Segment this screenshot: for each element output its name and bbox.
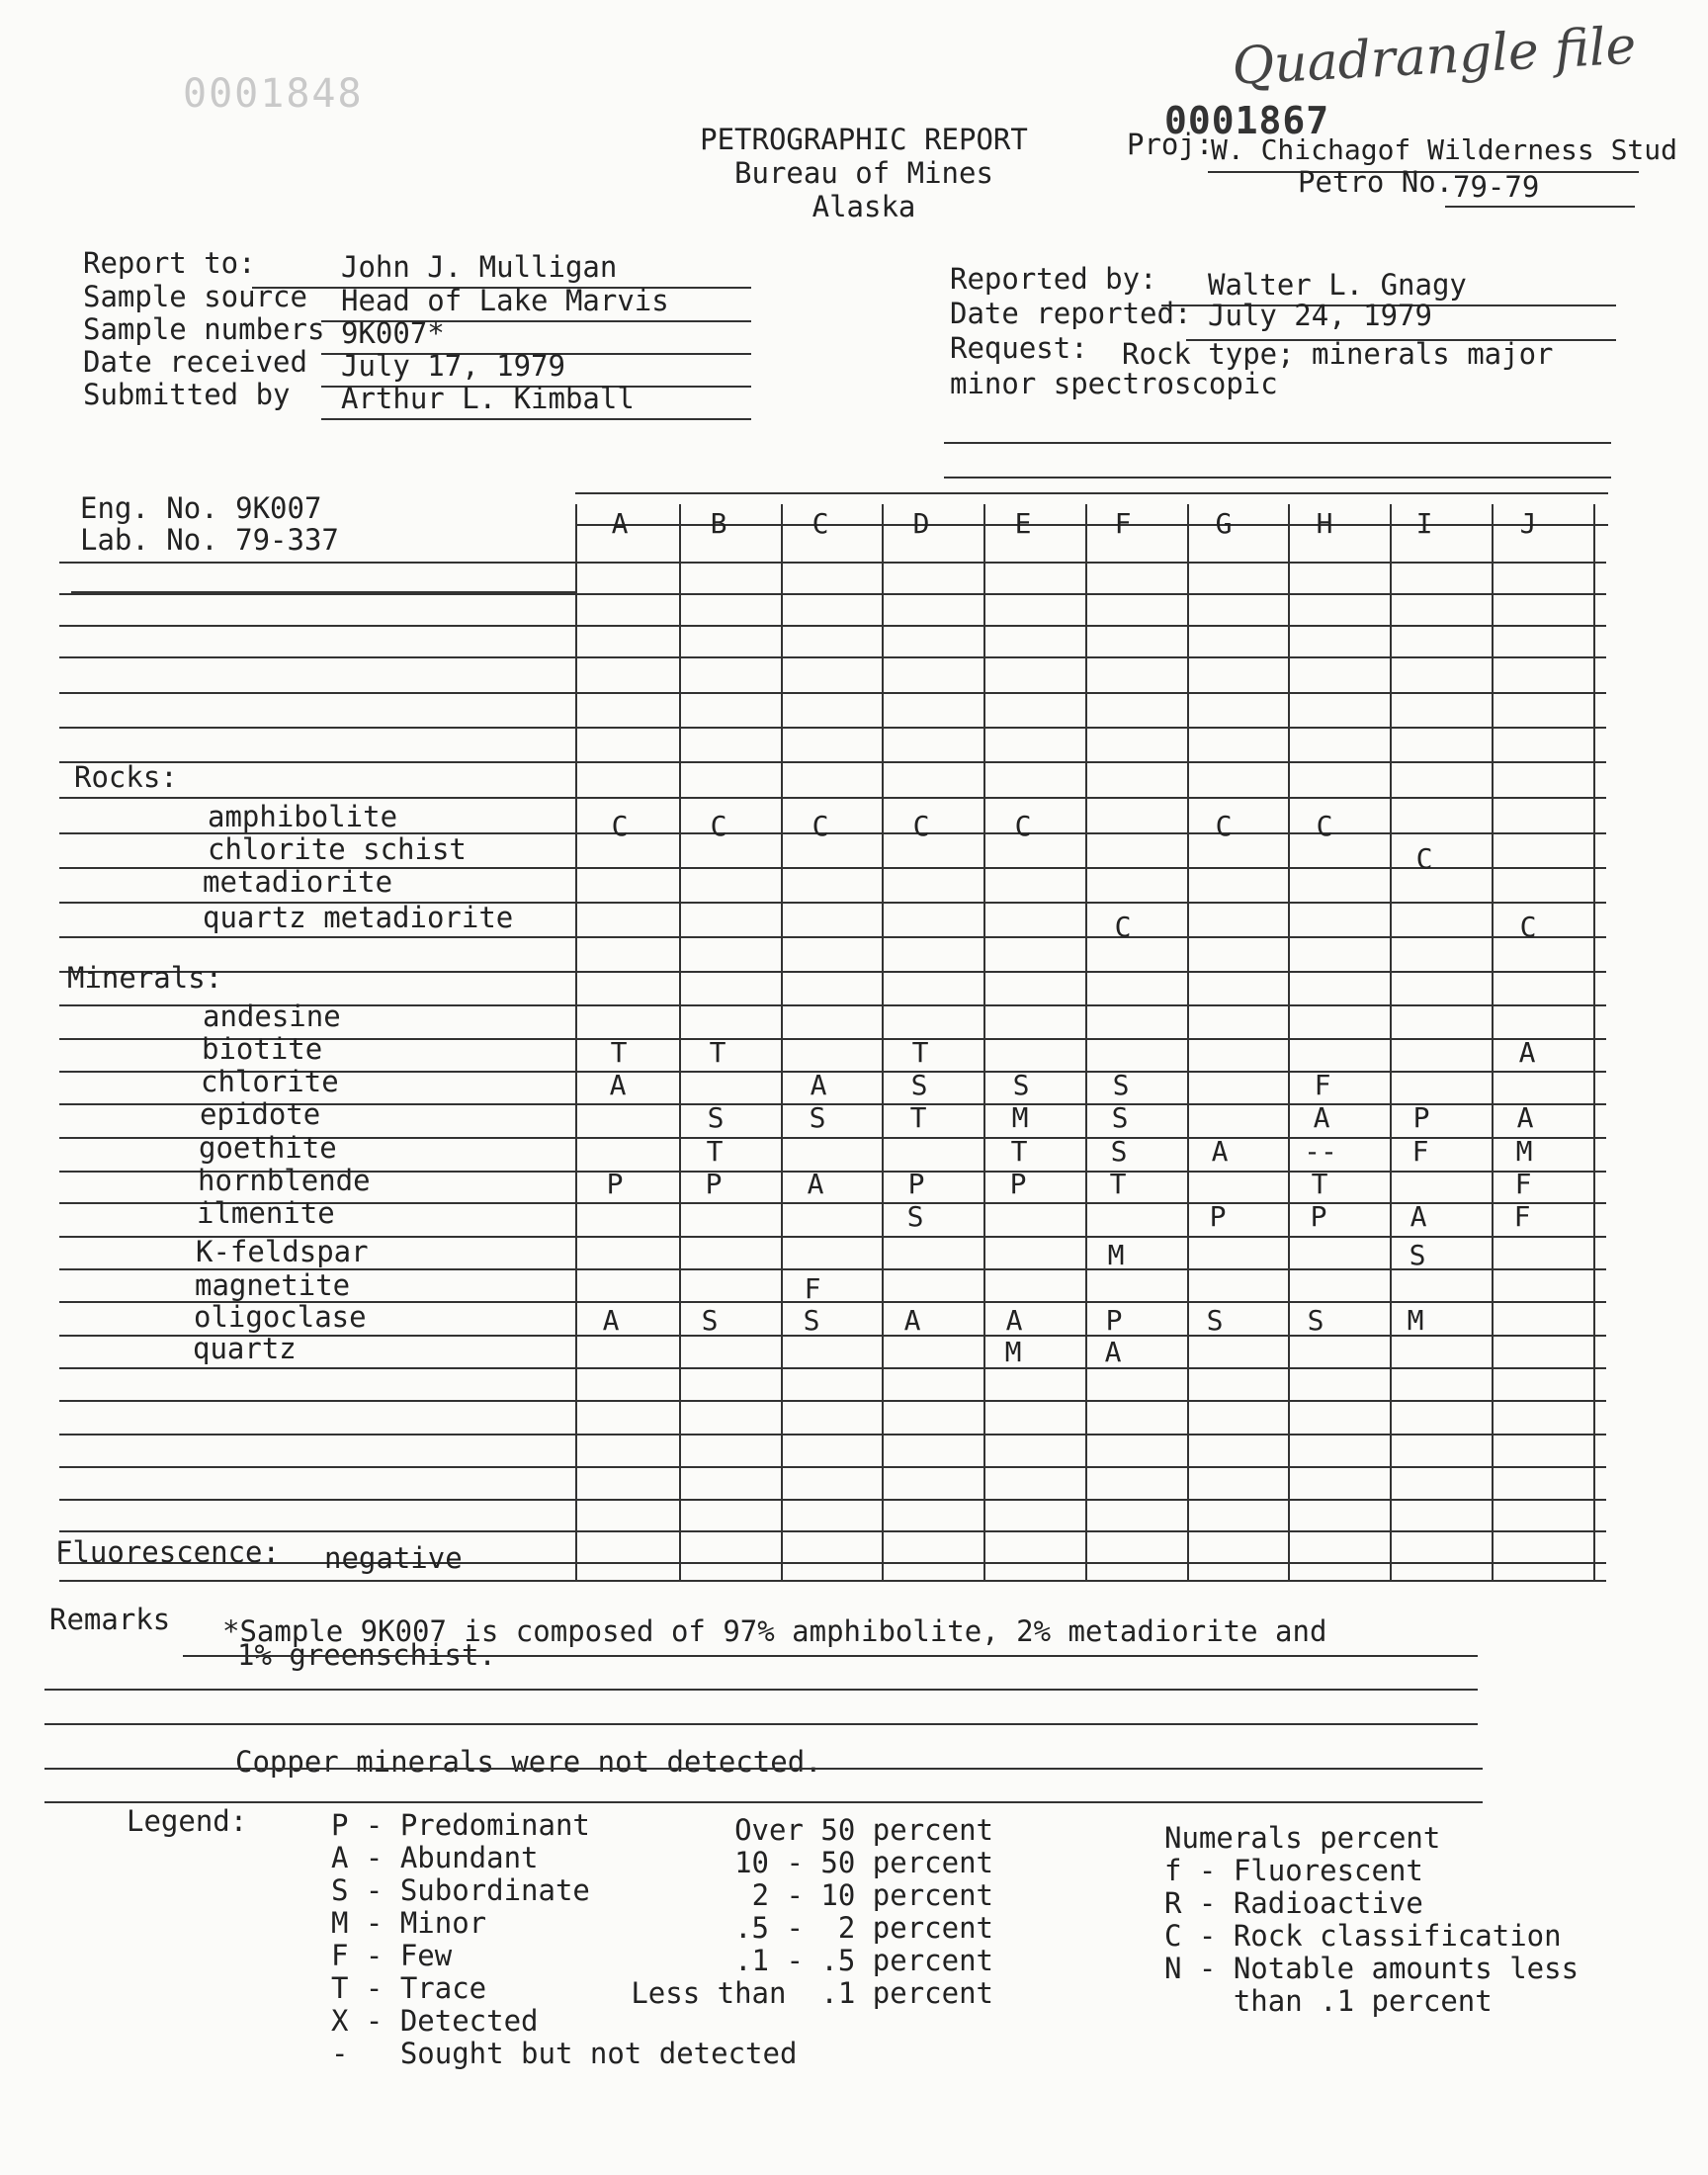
mineral-cell: S — [1409, 1239, 1426, 1271]
legend-code: F - Few — [331, 1939, 453, 1972]
mineral-cell: M — [1011, 1101, 1029, 1134]
mineral-cell: S — [803, 1304, 820, 1337]
mineral-cell: P — [1412, 1101, 1430, 1134]
rock-cell: C — [1215, 810, 1233, 842]
mineral-cell: S — [809, 1101, 826, 1134]
mineral-cell: A — [810, 1069, 827, 1101]
mineral-cell: P — [606, 1168, 624, 1200]
mineral-name: oligoclase — [194, 1300, 367, 1334]
agency-name: Bureau of Mines — [734, 156, 993, 191]
legend-note: Numerals percent — [1164, 1821, 1441, 1855]
mineral-cell: -- — [1304, 1135, 1337, 1168]
eng-no: Eng. No. 9K007 — [80, 491, 322, 525]
column-header: E — [1014, 507, 1032, 540]
rock-cell: C — [1316, 810, 1333, 842]
mineral-cell: S — [1012, 1069, 1030, 1101]
mineral-cell: A — [1409, 1200, 1427, 1233]
faded-stamp-number: 0001848 — [183, 71, 364, 117]
remarks-line-2: 1% greenschist. — [237, 1638, 496, 1672]
mineral-cell: S — [1206, 1304, 1224, 1337]
mineral-cell: S — [906, 1200, 924, 1233]
column-header: B — [710, 507, 727, 540]
mineral-cell: T — [1109, 1168, 1127, 1200]
info-label: Sample source — [83, 280, 307, 313]
proj-value: W. Chichagof Wilderness Stud — [1211, 133, 1678, 166]
column-header: J — [1519, 507, 1537, 540]
mineral-cell: A — [807, 1168, 824, 1200]
legend-code: A - Abundant — [331, 1841, 539, 1874]
legend-label: Legend: — [127, 1804, 248, 1838]
mineral-cell: F — [1514, 1168, 1532, 1200]
legend-code: S - Subordinate — [331, 1873, 590, 1907]
minerals-heading: Minerals: — [67, 961, 223, 995]
proj-label: Proj: — [1127, 128, 1214, 161]
mineral-cell: F — [804, 1272, 821, 1305]
fluorescence-label: Fluorescence: — [55, 1535, 280, 1569]
mineral-cell: M — [1004, 1336, 1022, 1368]
remarks-line-3: Copper minerals were not detected. — [235, 1745, 822, 1779]
rock-name: chlorite schist — [208, 832, 467, 866]
remarks-line-1: *Sample 9K007 is composed of 97% amphibolite, 2% metadiorite and — [222, 1614, 1327, 1648]
mineral-cell: S — [1110, 1135, 1128, 1168]
mineral-cell: F — [1314, 1069, 1331, 1101]
column-header: I — [1415, 507, 1433, 540]
legend-note: N - Notable amounts less — [1164, 1952, 1580, 1985]
date-reported-value: July 24, 1979 — [1208, 299, 1432, 332]
mineral-cell: A — [602, 1304, 620, 1337]
column-header: D — [912, 507, 930, 540]
info-value: John J. Mulligan — [341, 250, 618, 284]
rock-cell: C — [710, 810, 727, 842]
mineral-cell: M — [1407, 1304, 1424, 1337]
info-label: Date received — [83, 345, 307, 379]
legend-code: X - Detected — [331, 2004, 539, 2038]
mineral-name: andesine — [203, 1000, 341, 1033]
column-header: C — [811, 507, 829, 540]
mineral-name: chlorite — [201, 1065, 339, 1098]
mineral-cell: A — [1104, 1336, 1122, 1368]
request-line-1: Rock type; minerals major — [1122, 337, 1554, 371]
handwritten-note: Quadrangle file — [1231, 16, 1638, 97]
rock-cell: C — [1014, 810, 1032, 842]
mineral-cell: A — [903, 1304, 921, 1337]
legend-range: 10 - 50 percent — [734, 1846, 993, 1879]
mineral-name: ilmenite — [197, 1196, 335, 1230]
rock-name: metadiorite — [203, 865, 393, 899]
mineral-cell: A — [1005, 1304, 1023, 1337]
mineral-cell: T — [706, 1135, 724, 1168]
rock-cell: C — [1519, 911, 1537, 943]
column-header: F — [1114, 507, 1132, 540]
mineral-name: goethite — [199, 1131, 337, 1165]
remarks-label: Remarks — [49, 1603, 171, 1636]
info-label: Submitted by — [83, 378, 291, 411]
legend-range: Over 50 percent — [734, 1813, 993, 1847]
mineral-cell: T — [709, 1036, 726, 1069]
column-header: A — [611, 507, 629, 540]
rock-name: quartz metadiorite — [203, 901, 514, 934]
mineral-cell: M — [1515, 1135, 1533, 1168]
mineral-cell: P — [1310, 1200, 1327, 1233]
info-label: Sample numbers — [83, 312, 325, 346]
mineral-cell: T — [1311, 1168, 1328, 1200]
request-label: Request: — [950, 331, 1088, 365]
petro-value: 79-79 — [1453, 170, 1540, 204]
agency-state: Alaska — [811, 190, 916, 224]
column-header: G — [1215, 507, 1233, 540]
mineral-cell: P — [1209, 1200, 1227, 1233]
column-header: H — [1316, 507, 1333, 540]
reported-by-value: Walter L. Gnagy — [1208, 268, 1467, 302]
report-header — [666, 123, 1062, 224]
info-value: July 17, 1979 — [341, 349, 565, 383]
mineral-name: biotite — [202, 1032, 323, 1066]
rock-cell: C — [1114, 911, 1132, 943]
mineral-cell: A — [1516, 1101, 1534, 1134]
legend-range: Less than .1 percent — [631, 1976, 993, 2010]
date-reported-label: Date reported: — [950, 297, 1192, 330]
mineral-name: K-feldspar — [196, 1235, 369, 1268]
mineral-name: magnetite — [195, 1268, 351, 1302]
legend-code: T - Trace — [331, 1971, 487, 2005]
legend-note: f - Fluorescent — [1164, 1854, 1423, 1887]
rock-name: amphibolite — [208, 800, 398, 833]
mineral-cell: T — [911, 1036, 929, 1069]
mineral-cell: P — [705, 1168, 723, 1200]
mineral-cell: A — [1313, 1101, 1330, 1134]
mineral-cell: T — [1010, 1135, 1028, 1168]
mineral-cell: A — [1211, 1135, 1229, 1168]
mineral-cell: T — [909, 1101, 927, 1134]
info-value: Head of Lake Marvis — [341, 284, 669, 317]
mineral-cell: S — [1307, 1304, 1324, 1337]
legend-range: 2 - 10 percent — [751, 1878, 993, 1912]
mineral-name: hornblende — [198, 1164, 371, 1197]
rock-cell: C — [611, 810, 629, 842]
mineral-cell: F — [1513, 1200, 1531, 1233]
mineral-cell: P — [1009, 1168, 1027, 1200]
request-line-2: minor spectroscopic — [950, 367, 1278, 400]
mineral-cell: A — [1518, 1036, 1536, 1069]
mineral-cell: T — [610, 1036, 628, 1069]
mineral-cell: S — [1111, 1101, 1129, 1134]
document-number: 0001867 — [1164, 99, 1330, 142]
lab-no: Lab. No. 79-337 — [80, 523, 339, 557]
mineral-name: epidote — [200, 1097, 321, 1131]
mineral-name: quartz — [193, 1332, 297, 1365]
mineral-cell: S — [701, 1304, 719, 1337]
info-value: 9K007* — [341, 316, 445, 350]
rock-cell: C — [912, 810, 930, 842]
mineral-cell: S — [910, 1069, 928, 1101]
info-label: Report to: — [83, 246, 256, 280]
mineral-cell: S — [1112, 1069, 1130, 1101]
report-title: PETROGRAPHIC REPORT — [700, 123, 1028, 156]
legend-note: R - Radioactive — [1164, 1886, 1423, 1920]
legend-note: C - Rock classification — [1164, 1919, 1562, 1953]
mineral-cell: P — [1105, 1304, 1123, 1337]
rock-cell: C — [811, 810, 829, 842]
mineral-cell: F — [1411, 1135, 1429, 1168]
mineral-cell: S — [707, 1101, 725, 1134]
mineral-cell: M — [1107, 1239, 1125, 1271]
petro-label: Petro No. — [1298, 165, 1454, 199]
mineral-cell: A — [609, 1069, 627, 1101]
info-value: Arthur L. Kimball — [341, 382, 635, 415]
legend-range: .1 - .5 percent — [734, 1944, 993, 1977]
rock-cell: C — [1415, 842, 1433, 875]
rocks-heading: Rocks: — [74, 760, 178, 794]
legend-range: .5 - 2 percent — [734, 1911, 993, 1945]
legend-code: M - Minor — [331, 1906, 487, 1940]
fluorescence-value: negative — [324, 1541, 463, 1575]
legend-note: than .1 percent — [1164, 1984, 1493, 2018]
legend-code: - Sought but not detected — [331, 2037, 798, 2070]
mineral-cell: P — [907, 1168, 925, 1200]
legend-code: P - Predominant — [331, 1808, 590, 1842]
reported-by-label: Reported by: — [950, 262, 1157, 296]
